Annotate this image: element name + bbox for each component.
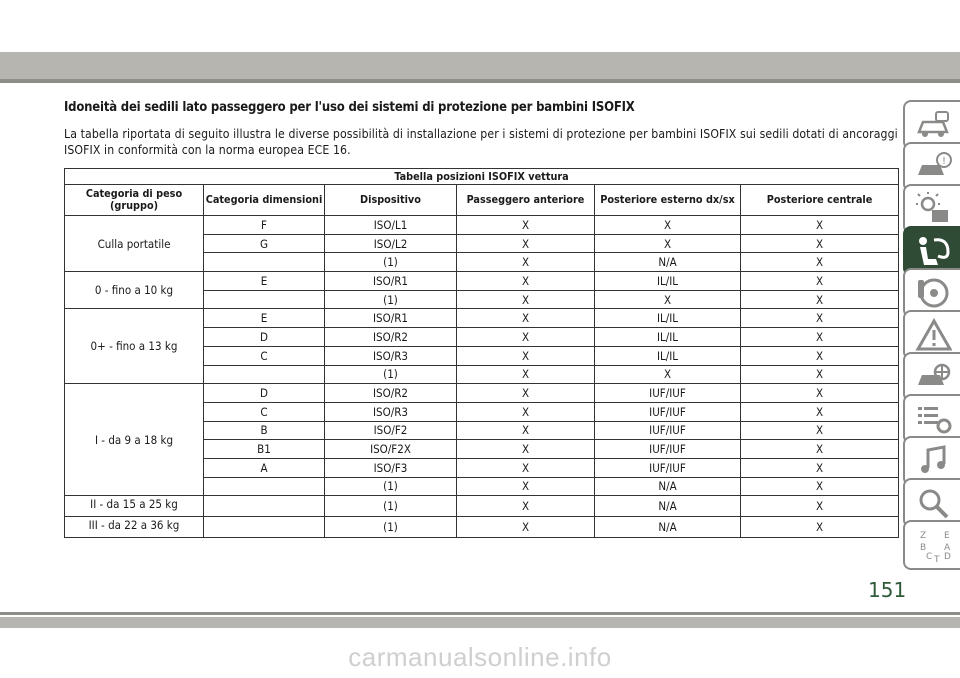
table-cell: IL/IL: [595, 272, 741, 291]
table-cell: X: [741, 328, 899, 347]
weight-group-cell: I - da 9 a 18 kg: [65, 384, 204, 496]
table-cell: IUF/IUF: [595, 440, 741, 459]
index-letter: D: [943, 552, 951, 562]
table-cell: X: [741, 346, 899, 365]
table-cell: N/A: [595, 477, 741, 496]
table-cell: ISO/R3: [325, 402, 457, 421]
column-header: Categoria di peso (gruppo): [65, 185, 204, 216]
table-cell: [204, 290, 325, 309]
table-row: [65, 384, 899, 403]
search-magnifier-icon: [914, 486, 952, 520]
table-cell: IL/IL: [595, 309, 741, 328]
table-cell: X: [741, 458, 899, 477]
table-cell: (1): [325, 290, 457, 309]
table-cell: X: [457, 402, 595, 421]
table-cell: N/A: [595, 496, 741, 517]
table-cell: X: [457, 328, 595, 347]
table-cell: ISO/L1: [325, 216, 457, 235]
table-cell: X: [741, 216, 899, 235]
warning-light-icon: [914, 192, 952, 226]
table-cell: X: [741, 365, 899, 384]
table-cell: X: [741, 402, 899, 421]
airbag-seat-icon: [914, 234, 952, 268]
table-cell: N/A: [595, 517, 741, 538]
table-cell: ISO/L2: [325, 234, 457, 253]
table-cell: X: [457, 309, 595, 328]
index-letter: Z: [919, 531, 926, 541]
table-cell: X: [457, 477, 595, 496]
column-header: Passeggero anteriore: [457, 185, 595, 216]
column-header: Dispositivo: [325, 185, 457, 216]
table-cell: (1): [325, 496, 457, 517]
table-row: [65, 309, 899, 328]
table-cell: (1): [325, 253, 457, 272]
warning-triangle-icon: [914, 318, 952, 352]
table-cell: X: [457, 517, 595, 538]
table-cell: X: [741, 517, 899, 538]
table-cell: N/A: [595, 253, 741, 272]
table-cell: (1): [325, 365, 457, 384]
table-cell: X: [457, 216, 595, 235]
table-cell: ISO/F2: [325, 421, 457, 440]
table-cell: X: [595, 234, 741, 253]
weight-group-cell: 0+ - fino a 13 kg: [65, 309, 204, 384]
watermark: carmanualsonline.info: [348, 642, 612, 672]
weight-group-cell: Culla portatile: [65, 216, 204, 272]
table-cell: X: [457, 272, 595, 291]
table-cell: X: [457, 421, 595, 440]
table-cell: X: [741, 384, 899, 403]
index-letter: E: [943, 531, 950, 541]
section-heading: Idoneità dei sedili lato passeggero per l'uso dei sistemi di protezione per bambini ISOFIX: [64, 100, 635, 115]
chapter-tab[interactable]: [903, 520, 960, 570]
table-cell: ISO/R3: [325, 346, 457, 365]
table-cell: X: [457, 458, 595, 477]
table-cell: X: [595, 216, 741, 235]
table-cell: X: [741, 253, 899, 272]
table-cell: X: [457, 365, 595, 384]
table-cell: IUF/IUF: [595, 421, 741, 440]
footer-band: [0, 617, 960, 628]
table-cell: C: [204, 346, 325, 365]
index-letter: A: [943, 543, 950, 553]
table-cell: X: [741, 234, 899, 253]
table-cell: ISO/R1: [325, 272, 457, 291]
table-row: [65, 496, 899, 517]
table-cell: X: [741, 290, 899, 309]
table-cell: X: [741, 477, 899, 496]
top-margin: [0, 0, 960, 52]
table-cell: [204, 365, 325, 384]
specifications-gear-icon: [914, 402, 952, 436]
table-cell: X: [457, 234, 595, 253]
table-cell: IUF/IUF: [595, 402, 741, 421]
car-dashboard-icon: [914, 108, 952, 142]
table-cell: X: [595, 290, 741, 309]
table-cell: ISO/R2: [325, 384, 457, 403]
table-cell: C: [204, 402, 325, 421]
table-cell: [204, 253, 325, 272]
table-row: [65, 216, 899, 235]
table-cell: ISO/R1: [325, 309, 457, 328]
table-cell: X: [457, 384, 595, 403]
table-cell: G: [204, 234, 325, 253]
table-cell: IL/IL: [595, 328, 741, 347]
table-cell: X: [741, 309, 899, 328]
weight-group-cell: 0 - fino a 10 kg: [65, 272, 204, 309]
index-letter: T: [933, 555, 939, 562]
car-info-icon: [914, 150, 952, 184]
table-cell: E: [204, 309, 325, 328]
index-letter: C: [925, 552, 932, 562]
table-cell: X: [595, 365, 741, 384]
table-cell: IUF/IUF: [595, 458, 741, 477]
steering-key-icon: [914, 276, 952, 310]
table-cell: B1: [204, 440, 325, 459]
table-cell: F: [204, 216, 325, 235]
table-cell: IL/IL: [595, 346, 741, 365]
table-cell: ISO/F3: [325, 458, 457, 477]
svg-text:!: !: [941, 156, 946, 167]
column-header: Categoria dimensioni: [204, 185, 325, 216]
table-cell: X: [457, 440, 595, 459]
table-row: [65, 272, 899, 291]
table-cell: [204, 496, 325, 517]
table-cell: X: [741, 421, 899, 440]
table-cell: X: [741, 440, 899, 459]
table-cell: ISO/F2X: [325, 440, 457, 459]
table-cell: ISO/R2: [325, 328, 457, 347]
header-band: [0, 52, 960, 79]
table-cell: X: [741, 496, 899, 517]
footer-rule: [0, 612, 960, 615]
table-row: [65, 517, 899, 538]
index-letter: B: [919, 543, 926, 553]
table-caption: Tabella posizioni ISOFIX vettura: [65, 169, 899, 185]
index-letters-icon: [914, 528, 952, 562]
weight-group-cell: II - da 15 a 25 kg: [65, 496, 204, 517]
table-cell: (1): [325, 517, 457, 538]
table-cell: [204, 517, 325, 538]
column-header: Posteriore centrale: [741, 185, 899, 216]
table-cell: X: [457, 253, 595, 272]
table-cell: B: [204, 421, 325, 440]
table-cell: X: [741, 272, 899, 291]
page-number: 151: [868, 578, 907, 602]
column-header: Posteriore esterno dx/sx: [595, 185, 741, 216]
table-cell: X: [457, 346, 595, 365]
table-cell: A: [204, 458, 325, 477]
multimedia-music-icon: [914, 444, 952, 478]
table-cell: D: [204, 328, 325, 347]
weight-group-cell: III - da 22 a 36 kg: [65, 517, 204, 538]
table-cell: X: [457, 496, 595, 517]
table-cell: (1): [325, 477, 457, 496]
table-cell: IUF/IUF: [595, 384, 741, 403]
car-service-icon: [914, 360, 952, 394]
header-rule: [0, 79, 960, 83]
table-cell: D: [204, 384, 325, 403]
table-cell: X: [457, 290, 595, 309]
intro-paragraph: La tabella riportata di seguito illustra le diverse possibilità di installazione per i sistemi di protezione per bambini ISOFIX sui sedili dotati di ancoraggi ISOFIX in conformità con la norma europea ECE 16.: [64, 127, 898, 157]
table-cell: [204, 477, 325, 496]
table-cell: E: [204, 272, 325, 291]
isofix-table: [64, 168, 899, 538]
